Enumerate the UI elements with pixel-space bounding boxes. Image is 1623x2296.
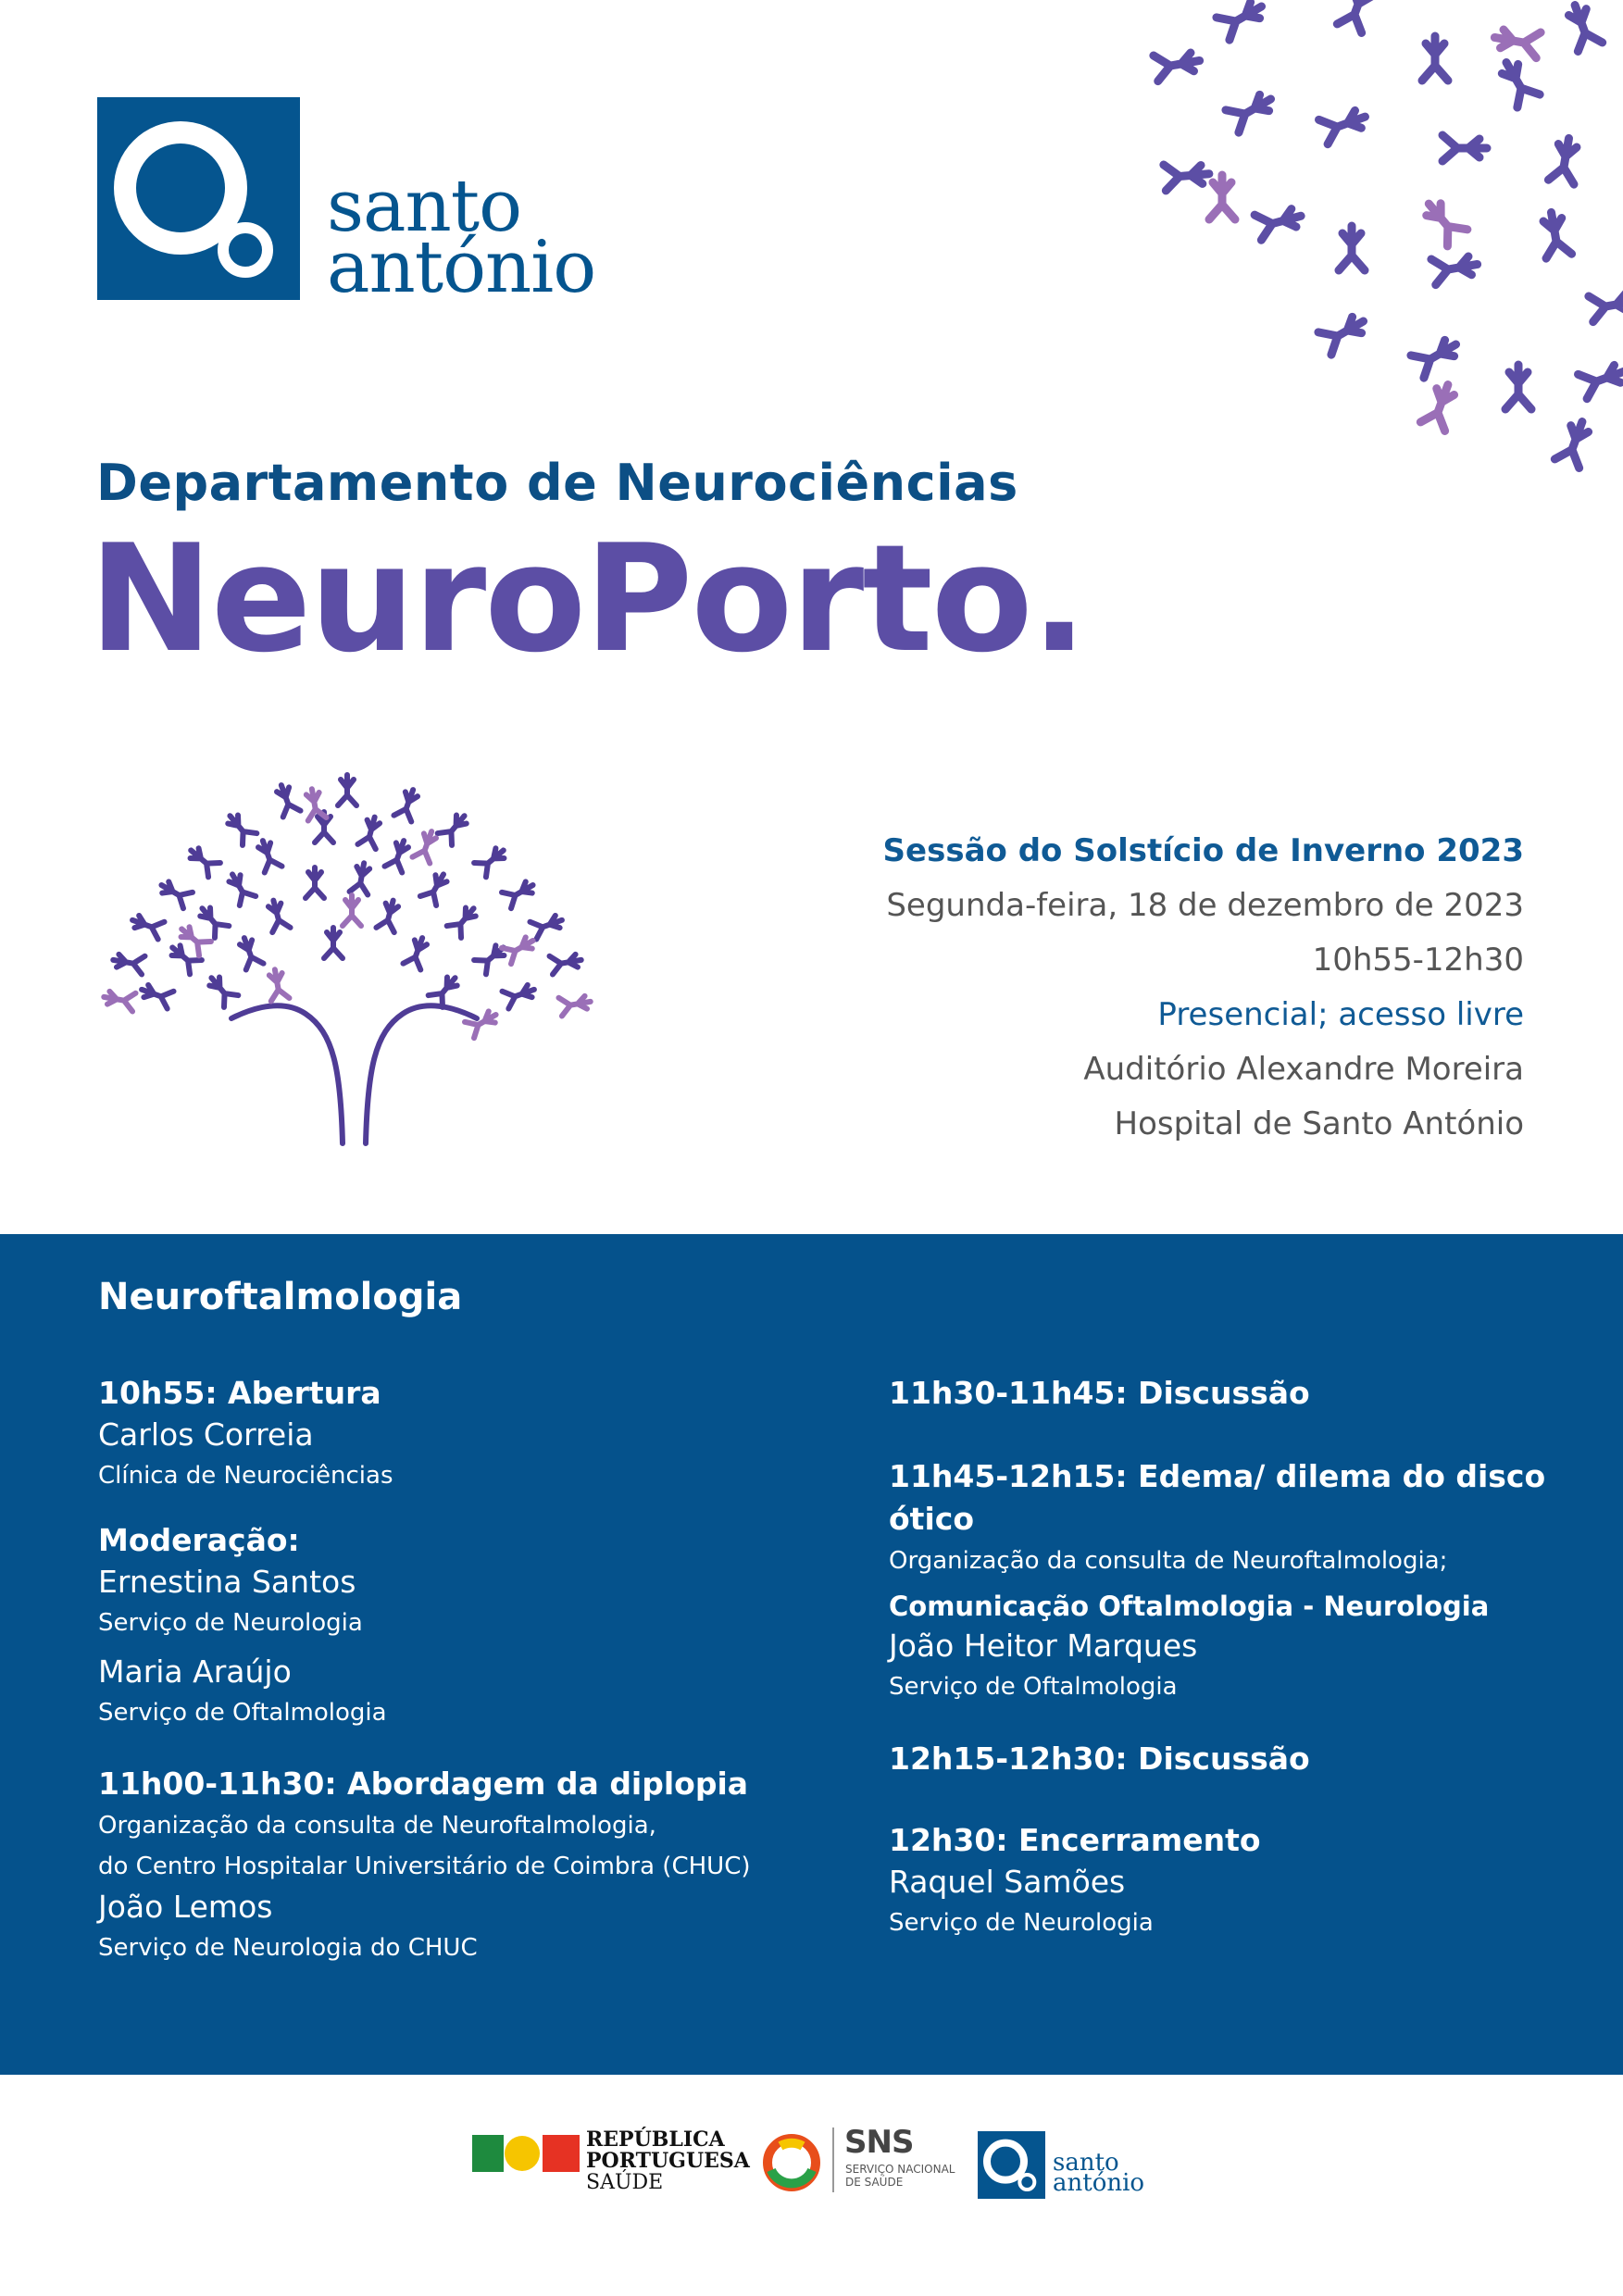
closing-time: 12h30: Encerramento	[889, 1822, 1261, 1858]
talk-1-time: 11h00-11h30: Abordagem da diplopia	[98, 1766, 749, 1802]
footer-logo-text	[1053, 2149, 1145, 2197]
talk-1-description-1: Organização da consulta de Neuroftalmologia,	[98, 1812, 656, 1840]
footer-logo-circle-icon	[978, 2131, 1045, 2199]
sns-separator	[832, 2128, 834, 2192]
talk-2-subtitle: Comunicação Oftalmologia - Neurologia	[889, 1591, 1490, 1622]
session-title: Sessão do Solstício de Inverno 2023	[882, 832, 1524, 869]
session-time: 10h55-12h30	[1312, 942, 1524, 979]
rep-line3: SAÚDE	[586, 2171, 664, 2194]
session-date: Segunda-feira, 18 de dezembro de 2023	[886, 887, 1524, 924]
sns-title: SNS	[844, 2124, 914, 2161]
footer-logo-mark	[978, 2131, 1045, 2199]
logo-mark	[97, 97, 300, 300]
program-title: Neuroftalmologia	[98, 1276, 463, 1318]
republica-flag-red	[543, 2135, 580, 2172]
moderator-2-affiliation: Serviço de Oftalmologia	[98, 1699, 387, 1727]
footer-logo-line1: santo	[1053, 2149, 1119, 2177]
talk-2-time: 11h45-12h15: Edema/ dilema do disco ótico	[889, 1458, 1546, 1537]
talk-2-description: Organização da consulta de Neuroftalmologia;	[889, 1547, 1448, 1575]
discussion-2: 12h15-12h30: Discussão	[889, 1741, 1310, 1777]
rep-line2: PORTUGUESA	[586, 2149, 750, 2173]
moderator-2-name: Maria Araújo	[98, 1653, 292, 1690]
program-right-column	[889, 1372, 1623, 1943]
logo-circle-icon	[97, 97, 300, 300]
footer-logo-line2: antónio	[1053, 2169, 1145, 2197]
brand-title: NeuroPorto.	[89, 512, 1086, 685]
talk-1-name: João Lemos	[98, 1889, 273, 1925]
talk-1-affiliation: Serviço de Neurologia do CHUC	[98, 1934, 478, 1962]
discussion-1: 11h30-11h45: Discussão	[889, 1375, 1310, 1411]
session-info	[691, 824, 1524, 1152]
opening-time: 10h55: Abertura	[98, 1375, 381, 1411]
tree-icon	[93, 764, 611, 1153]
moderator-1-name: Ernestina Santos	[98, 1564, 356, 1600]
logo-text-line2: antónio	[327, 226, 596, 309]
talk-2-affiliation: Serviço de Oftalmologia	[889, 1673, 1178, 1701]
sns-subtitle	[845, 2163, 955, 2189]
sns-sub-line1: SERVIÇO NACIONAL	[845, 2163, 955, 2176]
closing-affiliation: Serviço de Neurologia	[889, 1909, 1154, 1937]
session-hospital: Hospital de Santo António	[1114, 1105, 1524, 1142]
closing-name: Raquel Samões	[889, 1864, 1126, 1900]
opening-name: Carlos Correia	[98, 1416, 314, 1453]
session-access: Presencial; acesso livre	[1157, 996, 1524, 1033]
sns-logo-icon	[762, 2133, 821, 2192]
department-title: Departamento de Neurociências	[96, 454, 1018, 512]
decorative-leaves-icon	[1130, 0, 1623, 500]
program-left-column	[98, 1372, 751, 1968]
republica-text	[586, 2129, 750, 2193]
logo-text	[327, 165, 596, 309]
logo-text-line1: santo	[327, 165, 522, 248]
opening-affiliation: Clínica de Neurociências	[98, 1462, 393, 1490]
session-venue: Auditório Alexandre Moreira	[1083, 1051, 1524, 1088]
republica-sphere-icon	[504, 2135, 541, 2172]
moderator-1-affiliation: Serviço de Neurologia	[98, 1609, 363, 1637]
rep-line1: REPÚBLICA	[586, 2128, 725, 2152]
republica-flag-green	[472, 2135, 504, 2172]
moderation-label: Moderação:	[98, 1522, 300, 1558]
talk-1-description-2: do Centro Hospitalar Universitário de Coimbra (CHUC)	[98, 1853, 751, 1880]
talk-2-name: João Heitor Marques	[889, 1628, 1198, 1664]
sns-sub-line2: DE SAÚDE	[845, 2176, 904, 2189]
